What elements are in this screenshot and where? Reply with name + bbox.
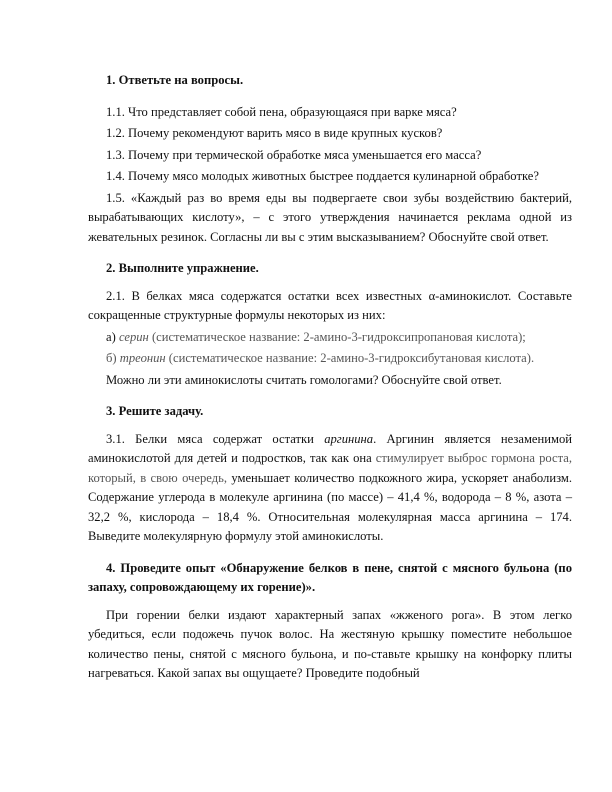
item-b-name: треонин <box>119 351 166 365</box>
question-1-4: 1.4. Почему мясо молодых животных быстрее поддается кулинарной обработке? <box>106 169 539 183</box>
item-a-rest: (систематическое название: 2-амино-3-гидроксипропановая кислота); <box>148 329 526 344</box>
question-1-3: 1.3. Почему при термической обработке мяса уменьшается его масса? <box>106 147 482 162</box>
question-1-5: 1.5. «Каждый раз во время еды вы подвергаете свои зубы воздействию бактерий, вырабатывающих кислоту», – с этого утверждения начинается реклама одной из жевательных резинок. Согласны ли вы с этим высказыванием? Обоснуйте свой ответ. <box>88 190 572 244</box>
question-1-1: 1.1. Что представляет собой пена, образующаяся при варке мяса? <box>106 104 457 119</box>
problem-text-2: . Аргинин является незаменимой аминокислотой для детей и подростков, так как она <box>88 431 573 465</box>
section-4-heading: 4. Проведите опыт «Обнаружение белков в пене, снятой с мясного бульона (по запаху, сопровождающему их горение)». <box>88 560 572 594</box>
item-b-prefix: б) <box>106 351 120 365</box>
section-3-heading: 3. Решите задачу. <box>106 404 204 418</box>
exercise-question: Можно ли эти аминокислоты считать гомологами? Обоснуйте свой ответ. <box>106 372 502 387</box>
exercise-item-b <box>88 349 572 369</box>
problem-3-1 <box>88 430 572 547</box>
experiment-body: При горении белки издают характерный запах «жженого рога». В этом легко убедиться, если подожечь пучок волос. На жестяную крышку поместите небольшое количество пены, снятой с мясного бульона, и по-ставьте крышку на конфорку плиты нагреваться. Какой запах вы ощущаете? Проведите подобный <box>88 607 572 680</box>
item-b-rest: (систематическое название: 2-амино-3-гидроксибутановая кислота). <box>165 351 535 365</box>
problem-text-gray: стимулирует выброс гормона роста, который, в свою очередь, <box>88 451 572 485</box>
section-2-heading: 2. Выполните упражнение. <box>106 261 259 275</box>
problem-text-1: 3.1. Белки мяса содержат остатки <box>106 431 325 446</box>
exercise-2-1-intro: 2.1. В белках мяса содержатся остатки всех известных α-аминокислот. Составьте сокращенные структурные формулы некоторых из них: <box>88 288 572 322</box>
problem-arginine: аргинина <box>324 431 374 446</box>
section-1-heading: 1. Ответьте на вопросы. <box>106 73 244 87</box>
problem-text-3: уменьшает количество подкожного жира, ускоряет анаболизм. Содержание углерода в молекуле аргинина (по массе) – 41,4 %, водорода – 8 %, азота – 32,2 %, кислорода – 18,4 %. Относительная молекулярная масса аргинина – 174. Выведите молекулярную формулу этой аминокислоты. <box>88 470 572 543</box>
item-a-prefix: а) <box>106 329 119 344</box>
exercise-item-a <box>88 328 572 348</box>
item-a-name: серин <box>118 329 149 344</box>
question-1-2: 1.2. Почему рекомендуют варить мясо в виде крупных кусков? <box>106 126 443 140</box>
